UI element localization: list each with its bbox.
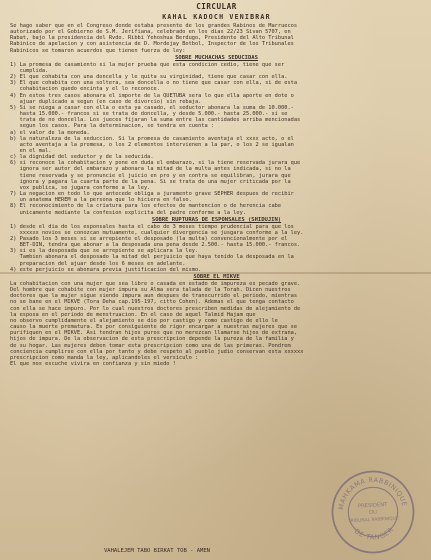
section-heading-mikve: SOBRE EL MIKVE	[193, 273, 240, 280]
section-heading-seduced: SOBRE MUCHACHAS SEDUCIDAS	[175, 54, 258, 61]
text-line: 1) La promesa de casamiento si la mujer prueba que esta condicion cedio, tiene que ser	[10, 61, 285, 68]
text-line: no se bane en el MIKVE (Tora Deha cap.195-197, citto Cohen). Ademas el que tenga contacto	[10, 299, 294, 306]
text-line: 4) este perjuicio se abonara previa justificacion del mismo.	[10, 266, 202, 273]
text-line: a) el valor de la moneda.	[10, 129, 90, 136]
intro-paragraph	[10, 23, 423, 54]
text-line: acto aventaja a la promesa, o los 2 elementos intervienen a la par, o los 2 se igualan	[10, 141, 294, 148]
text-line: conciencia cumplirse con ella por tanto y debe respeto al pueblo judio conservan esta xxxxxx	[10, 348, 304, 355]
text-line: 6) si reconoce la cohabitacion y pone en duda el embarazo, si la tiene reservada jurara que	[10, 160, 301, 167]
text-line: 8) El reconocimiento de la criatura para los efectos de mantencion o de herencia cabe	[10, 203, 282, 210]
text-line: c) la dignidad del seductor y de la seducida.	[10, 154, 154, 161]
intro-line: Rabat, bajo la presidencia del Rvdo. Ribbi Yehoshua Berdugo, Presidente del Alto Tribunal	[10, 35, 294, 42]
text-line: un anatema HEREM a la persona que lo hiciera en falso.	[10, 197, 192, 204]
section-engagements-body	[10, 224, 423, 273]
text-line: segun los casos. Para la determinacion, se tendra en cuenta :	[10, 123, 215, 130]
text-line: la esposa en el periodo de menstruacion. En el caso de aquel Talmid Hajam que	[10, 311, 256, 318]
intro-line: Rabinico de apelacion y con asistencia de D. Mordejay Botbol, Inspector de los Tribunales	[10, 41, 294, 48]
stamp-center-line: TRIBUNAL RABBINIQUE	[348, 516, 399, 525]
text-line: hasta 15.000.- francos si se trata de doncella, y desde 5.000.- hasta 25.000.- si se	[10, 111, 288, 118]
text-line: prescripcion como manda la ley, aplicandoles el versiculo :	[10, 354, 199, 361]
text-line: 2) El que cohabita con una doncella y le quita su virginidad, tiene que casar con ella.	[10, 74, 288, 81]
text-line: 7) La negacion en todo lo que antecede obliga a juramento grave SEPHER despues de recibir	[10, 191, 294, 198]
document-subtitle: KAHAL KADOCH VENIBRAR	[162, 13, 271, 21]
text-line: BET-DIN, tendra que abonar a la desposada una pena desde 2.500.- hasta 15.000.- francos.	[10, 242, 301, 249]
section-seduced-body	[10, 62, 423, 216]
stamp-arc-top: MAHKAMA RABBINIQUE	[337, 475, 409, 511]
section-mikve-body	[10, 281, 423, 367]
text-line: hijos de impura. De la observacion de esta prescripcion depende la pureza de la familia y	[10, 336, 294, 343]
text-line: 5) Si se niega a casar con ella o esta ya casado, el seductor abonara la suma de 10.000.-	[10, 104, 294, 111]
text-line: tiene reservada y se pronuncie el juicio en pro y en contra se equilibran, jurara que	[10, 172, 291, 179]
text-line: en el mal.	[10, 147, 52, 154]
closing-signature: VAHALEJEM TABO BIRKAT TOB - AMEN	[104, 548, 210, 554]
text-line: El que nos escuche vivira en confianza y sin miedo !	[10, 360, 176, 367]
stamp-center-line: DU	[368, 509, 378, 516]
text-line: preparacion del ajuar desde los 6 meses en adelante.	[10, 260, 186, 267]
text-line: purifiquen en el MIKVE. Asi tendran hijos puros que no merezcan llamarse hijos de extrana,	[10, 330, 298, 337]
text-line: 2) Pasado los 3 meses si se arrepiente el desposado (la multa) convencionalmente por el	[10, 236, 288, 242]
text-line: ajuar duplicado a segun (en caso de divorcio) sin rebaja.	[10, 98, 202, 105]
text-line: 3) si es la desposada que se arrepiente se aplicara la ley.	[10, 248, 199, 255]
text-line: causo la muerte prematura. Es por consiguiente de rigor encargar a nuestras mujeres que se	[10, 324, 298, 331]
text-line: xxxxxx novios se conozcan mutuamente, cualquier divergencia se jusgara conforme a la ley.	[10, 229, 304, 236]
text-line: b) la naturaleza de la seduccion. Si la promesa de casamiento aventaja el xxxx acto, o el	[10, 135, 294, 142]
text-line: de su hogar. Las mujeres deben tomar esta prescripcion como una de las primeras. Pondrem	[10, 342, 291, 349]
text-line: Del hombre que cohabite con mujer impura su Alma sera talada de la Torah. Dicen nuestros	[10, 287, 291, 294]
text-line: unicamente mediante la confesion explicita del padre conforme a la ley.	[10, 209, 246, 216]
intro-line: Rabinicos se tomaron acuerdos que tienen fuerza de ley:	[10, 47, 186, 54]
text-line: La cohabitacion con una mujer que sea libre o casada en estado de impureza es pecado grave.	[10, 280, 301, 287]
text-line: ignora ser autor del embarazo y abonara la mitad de la multa antes indicada, si no la	[10, 166, 291, 173]
stamp-arc-bottom: DE TANGER	[352, 525, 396, 542]
section-heading-engagements: SOBRE RUPTURAS DE ESPONSALES (SHIDUJIN)	[151, 216, 282, 223]
text-line: 1) desde el dia de los esponsales hasta el cabo de 3 meses tiempo prudencial para que los	[10, 223, 294, 230]
text-line: trata de no doncella. Los jueces fijaran la suma entre las cantidades arriba mencionadas	[10, 117, 301, 124]
text-line: 3) El que cohabita con una soltera, sea doncella o no tiene que casar con ella, si de esta	[10, 80, 298, 87]
text-line: no observo cumplidamente el alejamiento se dio por castigo y como castigo de ello le	[10, 317, 278, 324]
text-line: con ella se hace impuro. Por lo cual nuestros doctores prescriben medidas de alejamiento de	[10, 305, 301, 312]
text-line: cumplida.	[10, 67, 49, 74]
text-line: vox publica, se jugara conforme a la ley.	[10, 184, 151, 191]
text-line: 4) En estos tres casos abonara el importe de la QUETUBA sera lo que ella aporte en dote o	[10, 92, 294, 99]
text-line: cohabitacion quedo encinta y el lo reconoce.	[10, 86, 160, 93]
text-line: Tambien abonara el desposado la mitad del perjuicio que haya tenido la desposada en la	[10, 254, 294, 261]
intro-line: autorizado por el Gobierno de S.M. Jerifiana, celebrado en los dias 22/23 Sivan 5707, en	[10, 29, 291, 36]
text-line: doctores que la mujer sigue siendo impura aun despues de transcurrido el periodo, mientras	[10, 293, 298, 300]
paper-fold	[0, 272, 431, 274]
intro-line: Se hago saber que en el Congreso donde estaba presente de los grandes Rabinos de Marruecos	[10, 23, 298, 29]
tribunal-stamp	[327, 466, 419, 558]
document-title: CIRCULAR	[196, 2, 237, 11]
text-line: ignora y pagara la cuarta parte de la pena. Si se trata de una mujer criticada por la	[10, 178, 291, 185]
stamp-center-line: PRESIDENT	[357, 501, 388, 510]
